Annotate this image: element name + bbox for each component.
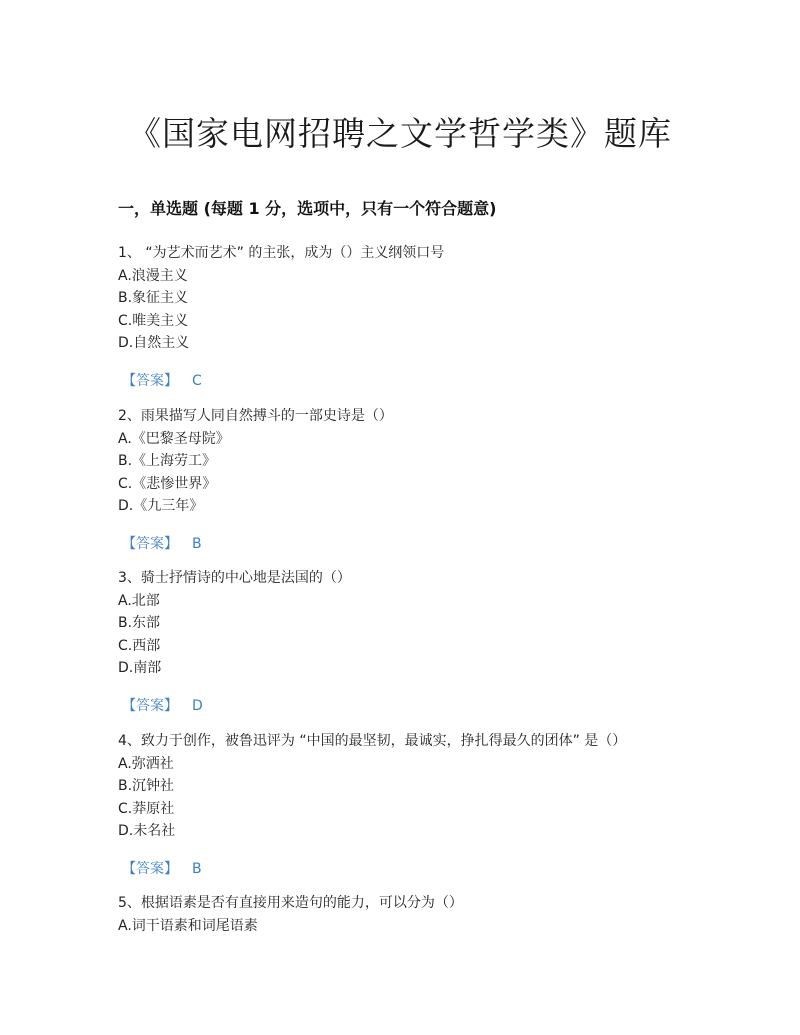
option-c: C.《悲惨世界》 bbox=[118, 475, 217, 492]
answer-label: 【答案】 bbox=[122, 698, 178, 714]
option-b: B.象征主义 bbox=[118, 290, 189, 306]
question-stem: 2、雨果描写人同自然搏斗的一部史诗是（） bbox=[118, 408, 393, 424]
question-stem: 4、致力于创作，被鲁迅评为 “中国的最坚韧，最诚实，挣扎得最久的团体” 是（） bbox=[118, 733, 627, 749]
answer-label: 【答案】 bbox=[122, 861, 178, 877]
question-4 bbox=[118, 730, 626, 843]
answer-value: C bbox=[192, 373, 202, 389]
option-d: D.南部 bbox=[118, 660, 162, 676]
option-c: C.唯美主义 bbox=[118, 312, 189, 329]
option-b: B.东部 bbox=[118, 615, 161, 631]
option-a: A.《巴黎圣母院》 bbox=[118, 430, 230, 447]
question-3 bbox=[118, 567, 351, 680]
question-1 bbox=[118, 242, 444, 355]
answer-label: 【答案】 bbox=[122, 536, 178, 552]
option-b: B.沉钟社 bbox=[118, 778, 175, 794]
section-heading: 一，单选题 (每题 1 分，选项中，只有一个符合题意) bbox=[118, 199, 497, 218]
option-a: A.北部 bbox=[118, 592, 160, 609]
question-2 bbox=[118, 405, 393, 518]
option-c: C.莽原社 bbox=[118, 800, 175, 817]
question-stem: 1、 “为艺术而艺术” 的主张，成为（）主义纲领口号 bbox=[118, 245, 445, 261]
option-a: A.词干语素和词尾语素 bbox=[118, 917, 258, 934]
answer-3 bbox=[122, 695, 203, 715]
answer-2 bbox=[122, 533, 202, 553]
answer-4 bbox=[122, 858, 202, 878]
question-stem: 5、根据语素是否有直接用来造句的能力，可以分为（） bbox=[118, 895, 463, 911]
document-title: 《国家电网招聘之文学哲学类》题库 bbox=[128, 114, 672, 153]
answer-label: 【答案】 bbox=[122, 373, 178, 389]
answer-1 bbox=[122, 370, 202, 390]
answer-value: B bbox=[192, 861, 202, 877]
option-a: A.弥洒社 bbox=[118, 755, 174, 772]
option-c: C.西部 bbox=[118, 637, 161, 654]
option-d: D.未名社 bbox=[118, 823, 176, 839]
answer-value: D bbox=[192, 698, 203, 714]
answer-value: B bbox=[192, 536, 202, 552]
option-d: D.自然主义 bbox=[118, 335, 190, 351]
option-b: B.《上海劳工》 bbox=[118, 453, 217, 469]
option-d: D.《九三年》 bbox=[118, 498, 204, 514]
question-stem: 3、骑士抒情诗的中心地是法国的（） bbox=[118, 570, 351, 586]
option-a: A.浪漫主义 bbox=[118, 267, 188, 284]
question-5 bbox=[118, 892, 463, 937]
